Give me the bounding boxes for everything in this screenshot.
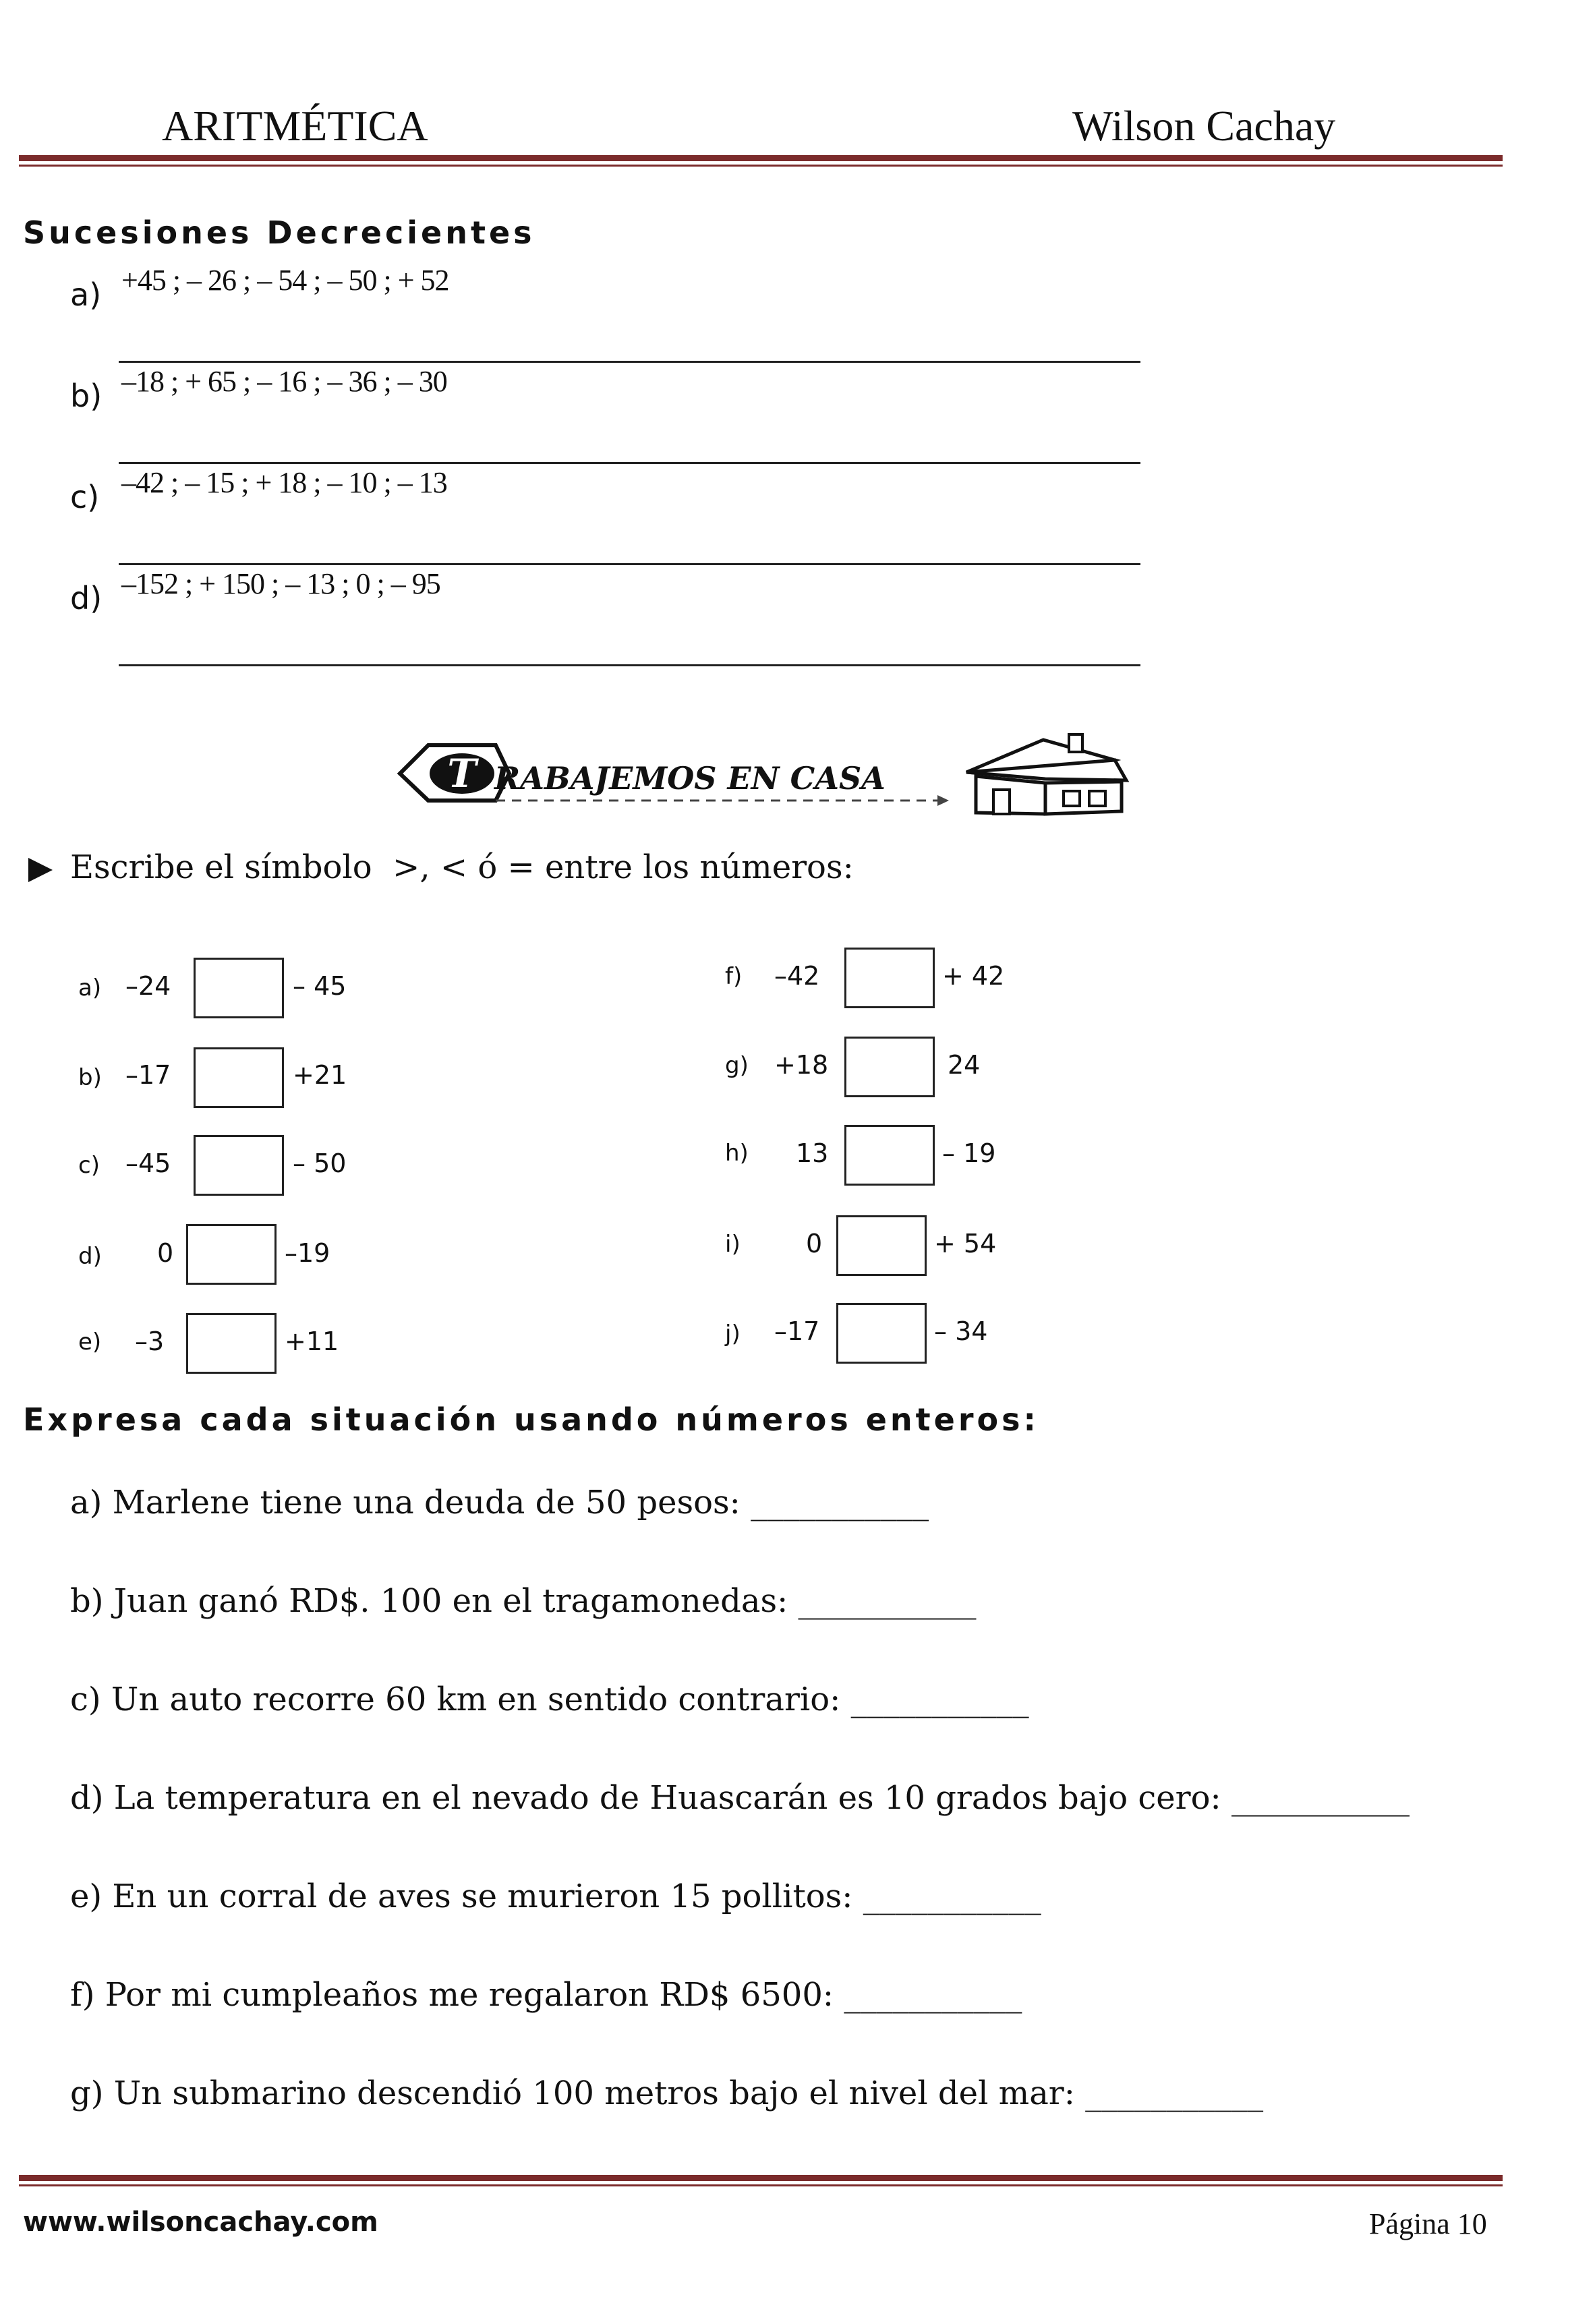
answer-line[interactable] <box>119 664 1140 666</box>
answer-line[interactable] <box>119 563 1140 565</box>
answer-box[interactable] <box>186 1224 277 1285</box>
situation-item: a) Marlene tiene una deuda de 50 pesos: ___________ <box>70 1484 929 1521</box>
answer-box[interactable] <box>844 1125 935 1186</box>
item-label: f) <box>725 963 743 990</box>
situation-item: d) La temperatura en el nevado de Huascarán es 10 grados bajo cero: ___________ <box>70 1779 1410 1817</box>
answer-box[interactable] <box>836 1303 927 1364</box>
right-number: – 19 <box>942 1138 996 1168</box>
banner-graphic <box>395 725 1136 819</box>
item-label: e) <box>78 1329 102 1356</box>
right-number: +21 <box>293 1060 347 1090</box>
banner-letter: T <box>447 751 477 796</box>
footer-page-number: Página 10 <box>1369 2207 1487 2240</box>
header-author: Wilson Cachay <box>1072 102 1336 150</box>
footer-url[interactable]: www.wilsoncachay.com <box>23 2207 378 2238</box>
left-number: –45 <box>125 1149 171 1178</box>
right-number: – 45 <box>293 971 347 1001</box>
sequence-values: –18 ; + 65 ; – 16 ; – 36 ; – 30 <box>121 365 447 398</box>
triangle-right-icon <box>26 855 55 885</box>
answer-box[interactable] <box>194 958 284 1018</box>
comparison-instruction: Escribe el símbolo >, < ó = entre los números: <box>70 848 854 886</box>
left-number: 13 <box>796 1138 829 1168</box>
situation-item: g) Un submarino descendió 100 metros bajo el nivel del mar: ___________ <box>70 2074 1264 2112</box>
right-number: + 42 <box>942 961 1005 991</box>
sequence-values: –42 ; – 15 ; + 18 ; – 10 ; – 13 <box>121 466 447 499</box>
situation-item: f) Por mi cumpleaños me regalaron RD$ 6500: ___________ <box>70 1976 1022 2014</box>
left-number: –17 <box>774 1316 820 1346</box>
right-number: + 54 <box>934 1229 997 1258</box>
item-label: b) <box>78 1064 102 1091</box>
header-subject: ARITMÉTICA <box>162 102 428 150</box>
answer-box[interactable] <box>844 948 935 1008</box>
left-number: –24 <box>125 971 171 1001</box>
sequence-values: –152 ; + 150 ; – 13 ; 0 ; – 95 <box>121 567 440 600</box>
sequence-values: +45 ; – 26 ; – 54 ; – 50 ; + 52 <box>121 264 449 297</box>
left-number: –42 <box>774 961 820 991</box>
left-number: 0 <box>157 1238 174 1268</box>
answer-box[interactable] <box>836 1215 927 1276</box>
situation-item: c) Un auto recorre 60 km en sentido contrario: ___________ <box>70 1681 1029 1718</box>
item-label: j) <box>725 1320 741 1347</box>
situation-item: e) En un corral de aves se murieron 15 pollitos: ___________ <box>70 1878 1041 1915</box>
item-label: a) <box>70 277 102 313</box>
item-label: d) <box>78 1243 102 1270</box>
item-label: c) <box>70 479 100 515</box>
answer-line[interactable] <box>119 462 1140 464</box>
answer-box[interactable] <box>844 1037 935 1097</box>
right-number: +11 <box>285 1327 339 1356</box>
answer-box[interactable] <box>186 1313 277 1374</box>
section-title-expresa: Expresa cada situación usando números enteros: <box>23 1401 1039 1438</box>
item-label: a) <box>78 975 102 1001</box>
right-number: – 34 <box>934 1316 988 1346</box>
left-number: 0 <box>806 1229 823 1258</box>
left-number: +18 <box>774 1050 829 1080</box>
footer-divider <box>19 2175 1503 2186</box>
item-label: g) <box>725 1052 749 1079</box>
right-number: – 50 <box>293 1149 347 1178</box>
item-label: c) <box>78 1152 100 1179</box>
trabajemos-banner <box>395 725 1136 819</box>
banner-text: RABAJEMOS EN CASA <box>494 760 886 796</box>
left-number: –3 <box>135 1327 165 1356</box>
item-label: h) <box>725 1140 749 1167</box>
right-number: –19 <box>285 1238 330 1268</box>
answer-box[interactable] <box>194 1135 284 1196</box>
house-icon <box>966 734 1126 814</box>
situation-item: b) Juan ganó RD$. 100 en el tragamonedas: ___________ <box>70 1582 977 1620</box>
section-title-sucesiones: Sucesiones Decrecientes <box>23 214 535 251</box>
answer-box[interactable] <box>194 1047 284 1108</box>
right-number: 24 <box>948 1050 981 1080</box>
item-label: b) <box>70 378 103 414</box>
item-label: d) <box>70 580 103 616</box>
header-divider <box>19 155 1503 167</box>
item-label: i) <box>725 1231 741 1258</box>
answer-line[interactable] <box>119 361 1140 363</box>
left-number: –17 <box>125 1060 171 1090</box>
